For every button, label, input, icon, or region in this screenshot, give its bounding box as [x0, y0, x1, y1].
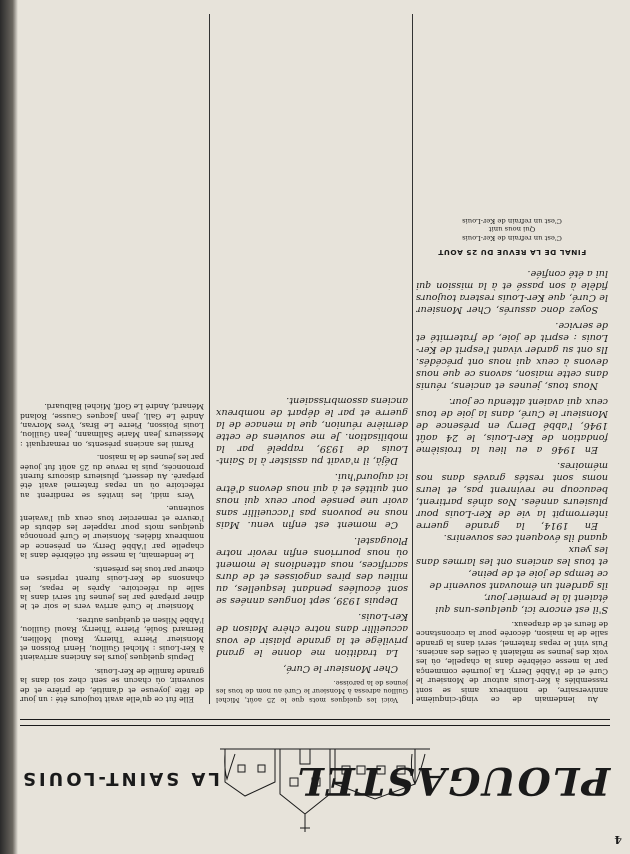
poem-line: étaient là le premier jour, [483, 592, 608, 604]
right-paragraph: Vers midi, les invités se rendirent au réfectoire où un repas fraternel avait été préparé. Au dessert, plusieurs discours furent prononcés, puis la revue du 25 août fut jouée par les jeunes de la maison. [20, 453, 204, 500]
left-paragraph: En 1946 a eu lieu la troisième fondation de Ker-Louis, le 24 août 1946, l'abbé Derry en présence de Monsieur le Curé, dans la joie de tous ceux qui avaient attendu ce jour. [416, 396, 608, 456]
column-divider [209, 14, 210, 704]
masthead-rule-secondary [20, 719, 610, 720]
middle-paragraph: Ce moment est enfin venu. Mais nous ne pouvons pas l'accueillir sans avoir une pensée pour ceux qui nous ont quittés et à qui nous devons d'être ici aujourd'hui. [216, 471, 408, 531]
poem-line: S'il est encore ici, quelques-uns qui [435, 604, 608, 616]
middle-paragraph: La tradition me donne le grand privilège et la grande plaisir de vous accueillir dans notre chère Maison de Ker-Louis. [216, 611, 408, 659]
page-number: 4 [614, 833, 622, 846]
middle-intro: Voici les quelques mots que le 25 août, Michel Guillou adressa à Monsieur le Curé au nom de tous les jeunes de la paroisse. [216, 678, 408, 704]
final-poem-line: C'est un refrain de Ker-Louis [462, 233, 562, 242]
masthead-title: PLOUGASTEL [290, 759, 615, 804]
middle-paragraph: Déjà, il n'avait pu assister à la Saint-Louis de 1939, rappelé par la mobilisation. Je me souviens de cette dernière réunion, que la menace de la guerre et par le départ de nombreux anciens assombrissaient. [216, 395, 408, 467]
middle-column [216, 14, 408, 704]
right-paragraph: Monsieur le Curé arriva vers le soir et le dîner préparé par les jeunes fut servi dans la salle du réfectoire. Après le repas, les chansons de Ker-Louis furent reprises en chœur par tous les présents. [20, 564, 204, 612]
final-poem [416, 216, 608, 242]
poem-line: et tous les anciens ont les larmes dans les yeux [416, 544, 608, 568]
left-intro: Au lendemain de ce vingt-cinquième anniversaire, de nombreux amis se sont rassemblés à Ker-Louis autour de Monsieur le Curé et de l'Abbé Derry. La journée commença par la messe célébrée dans la chapelle, où les voix des jeunes se mêlaient à celles des anciens. Puis vint le repas fraternel, servi dans la grande salle de la maison, décorée pour la circonstance de fleurs et de drapeaux. [416, 619, 608, 704]
left-paragraph: Soyez donc assurés, Cher Monsieur le Curé, que Ker-Louis restera toujours fidèle à son passé et à la mission qui lui a été confiée. [416, 268, 608, 316]
village-illustration [215, 744, 435, 844]
page-binding-edge [0, 0, 18, 854]
left-paragraph: Nous tous, jeunes et anciens, réunis dans cette maison, savons ce que nous devons à ceux qui nous ont précédés. Ils ont su garder vivant l'esprit de Ker-Louis : esprit de joie, de fraternité et de service. [416, 320, 608, 392]
right-paragraph: Le lendemain, la messe fut célébrée dans la chapelle par l'Abbé Derry, en présence de nombreux fidèles. Monsieur le Curé prononça quelques mots pour rappeler les débuts de l'œuvre et remercier tous ceux qui l'avaient soutenue. [20, 504, 204, 561]
left-poem [416, 531, 608, 615]
right-paragraph: Elle fut ce qu'elle avait toujours été : un jour de fête joyeuse et d'amitié, de prière et de souvenir, où chacun se sent chez soi dans la grande famille de Ker-Louis. [20, 666, 204, 704]
right-column [20, 14, 204, 704]
final-poem-line: C'est un refrain de Ker-Louis [462, 216, 562, 225]
middle-salutation: Cher Monsieur le Curé, [283, 663, 398, 675]
poem-line: ce temps de joie et de peine, [468, 568, 608, 580]
masthead-rule [20, 725, 610, 726]
left-paragraph: En 1914, la grande guerre interrompit la vie de Ker-Louis pour plusieurs années. Nos aînés partirent, beaucoup ne revinrent pas, et leurs noms sont restés gravés dans nos mémoires. [416, 460, 608, 532]
column-divider [412, 14, 413, 704]
masthead-subtitle: LA SAINT-LOUIS [20, 768, 220, 789]
poem-line: quand ils évoquent ces souvenirs. [443, 532, 608, 544]
poem-line: ils gardent un émouvant souvenir de [429, 580, 608, 592]
middle-paragraph: Depuis 1939, sept longues années se sont écoulées pendant lesquelles, au milieu des pires angoisses et de durs sacrifices, nous attendions le moment où nous pourrions enfin revoir notre Plougastel. [216, 535, 408, 607]
left-column [416, 14, 608, 704]
right-paragraph: Parmi les anciens présents, on remarquait : Messieurs Jean Marie Sallmann, Jean Guillou, Louis Poisson, Pierre Le Bras, Yves Morvan, André Le Gall, Jean Jacques Causse, Roland Ménard, André Le Goff, Michel Balbuard. [20, 402, 204, 449]
masthead [20, 734, 615, 844]
final-poem-line: Qui nous unit [488, 225, 536, 234]
final-revue-heading: FINAL DE LA REVUE DU 25 AOUT [437, 248, 587, 258]
right-paragraph: Depuis quelques jours les Anciens arrivaient à Ker-Louis : Michel Guillou, Henri Poisson et Monsieur Pierre Thierry, Raoul Mollien, Bernard Soulé, Pierre Thierry, Raoul Guillou, l'Abbé Nilsen et quelques autres. [20, 615, 204, 663]
